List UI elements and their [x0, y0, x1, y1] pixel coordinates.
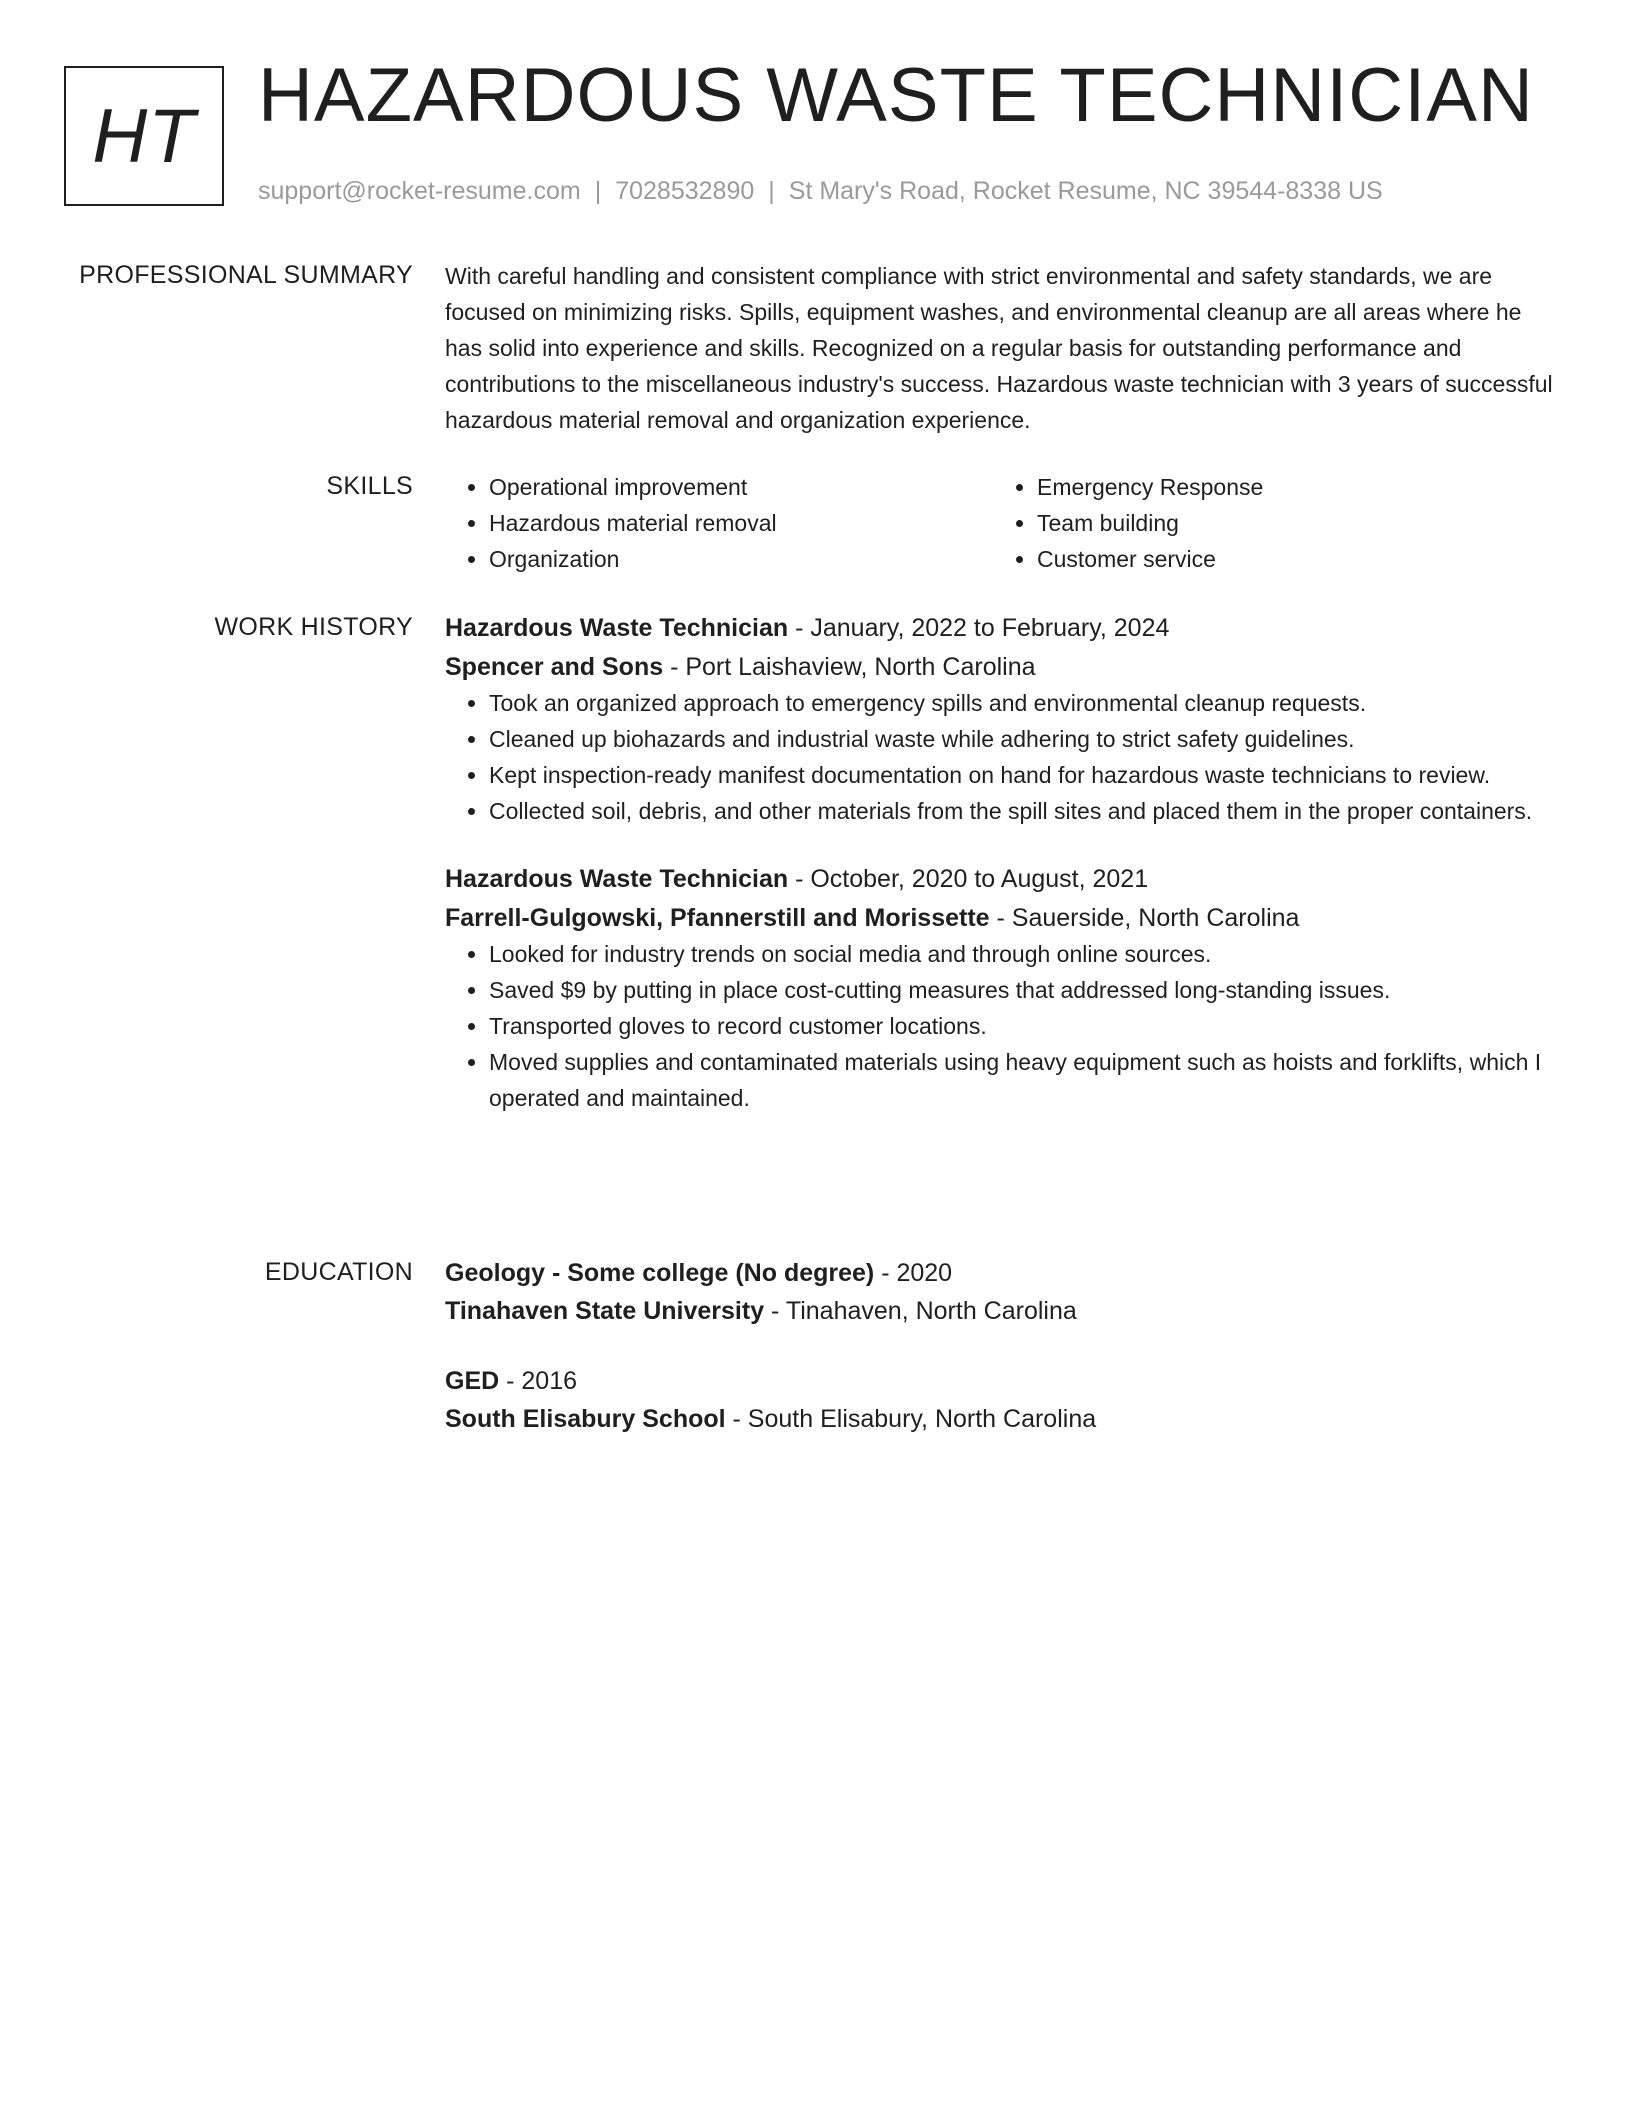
skills-list-left [445, 469, 993, 577]
education-school-line [445, 1292, 1555, 1330]
job-duty-item: • Cleaned up biohazards and industrial waste while adhering to strict safety guidelines. [489, 721, 1555, 757]
job-location: - Sauerside, North Carolina [989, 904, 1300, 932]
job-company: Farrell-Gulgowski, Pfannerstill and Morissette [445, 904, 990, 932]
work-history-body [445, 610, 1555, 1116]
skill-item: • Customer service [1037, 541, 1541, 577]
job-dates: - January, 2022 to February, 2024 [788, 614, 1170, 642]
job-duty-item: • Kept inspection-ready manifest documentation on hand for hazardous waste technicians to review. [489, 757, 1555, 793]
summary-text: With careful handling and consistent compliance with strict environmental and safety standards, we are focused on minimizing risks. Spills, equipment washes, and environmental cleanup are all areas where he has solid into experience and skills. Recognized on a regular basis for outstanding performance and contributions to the miscellaneous industry's success. Hazardous waste technician with 3 years of successful hazardous material removal and organization experience. [445, 263, 1553, 433]
skill-item: • Team building [1037, 505, 1541, 541]
education-location: - Tinahaven, North Carolina [764, 1297, 1077, 1325]
summary-heading: PROFESSIONAL SUMMARY [79, 261, 413, 289]
job-duty-item: • Moved supplies and contaminated materials using heavy equipment such as hoists and forklifts, which I operated and maintained. [489, 1044, 1555, 1116]
education-year: - 2016 [499, 1367, 578, 1395]
education-school: Tinahaven State University [445, 1297, 765, 1325]
education-body [445, 1254, 1555, 1438]
job-title-line [445, 610, 1555, 646]
contact-address: St Mary's Road, Rocket Resume, NC 39544-8338 US [788, 177, 1383, 205]
education-degree: GED [445, 1367, 500, 1395]
education-entry [445, 1254, 1555, 1330]
contact-email[interactable]: support@rocket-resume.com [258, 177, 581, 205]
skills-grid [445, 469, 1555, 577]
education-degree-line [445, 1254, 1555, 1292]
job-title-line [445, 861, 1555, 897]
resume-title: HAZARDOUS WASTE TECHNICIAN [258, 53, 1534, 138]
job-dates: - October, 2020 to August, 2021 [788, 865, 1149, 893]
skill-item: • Operational improvement [489, 469, 993, 505]
contact-phone[interactable]: 7028532890 [615, 177, 755, 205]
education-heading: EDUCATION [264, 1258, 413, 1286]
job-company-line [445, 900, 1555, 936]
monogram-initials: HT [92, 93, 196, 179]
education-entry [445, 1362, 1555, 1438]
education-degree-line [445, 1362, 1555, 1400]
skill-item: • Organization [489, 541, 993, 577]
education-degree: Geology - Some college (No degree) [445, 1259, 875, 1287]
job-entry [445, 610, 1555, 829]
job-duty-item: • Took an organized approach to emergency spills and environmental cleanup requests. [489, 685, 1555, 721]
summary-body [445, 258, 1555, 438]
job-location: - Port Laishaview, North Carolina [663, 653, 1036, 681]
job-title: Hazardous Waste Technician [445, 865, 789, 893]
education-year: - 2020 [874, 1259, 953, 1287]
job-company: Spencer and Sons [445, 653, 664, 681]
skills-body [445, 469, 1555, 577]
education-school: South Elisabury School [445, 1405, 726, 1433]
job-entry [445, 861, 1555, 1116]
work-history-heading: WORK HISTORY [214, 613, 413, 641]
job-duty-item: • Collected soil, debris, and other materials from the spill sites and placed them in the proper containers. [489, 793, 1555, 829]
skill-item: • Hazardous material removal [489, 505, 993, 541]
monogram-box [64, 66, 224, 206]
contact-separator: | [594, 177, 602, 205]
job-duties-list [445, 685, 1555, 829]
job-duty-item: • Saved $9 by putting in place cost-cutting measures that addressed long-standing issues. [489, 972, 1555, 1008]
skills-list-right [993, 469, 1541, 577]
skill-item: • Emergency Response [1037, 469, 1541, 505]
education-school-line [445, 1400, 1555, 1438]
education-location: - South Elisabury, North Carolina [725, 1405, 1097, 1433]
job-company-line [445, 649, 1555, 685]
contact-separator: | [768, 177, 775, 205]
job-title: Hazardous Waste Technician [445, 614, 789, 642]
skills-heading: SKILLS [326, 472, 413, 500]
job-duties-list [445, 936, 1555, 1116]
contact-line [258, 176, 1383, 206]
job-duty-item: • Looked for industry trends on social media and through online sources. [489, 936, 1555, 972]
job-duty-item: • Transported gloves to record customer locations. [489, 1008, 1555, 1044]
